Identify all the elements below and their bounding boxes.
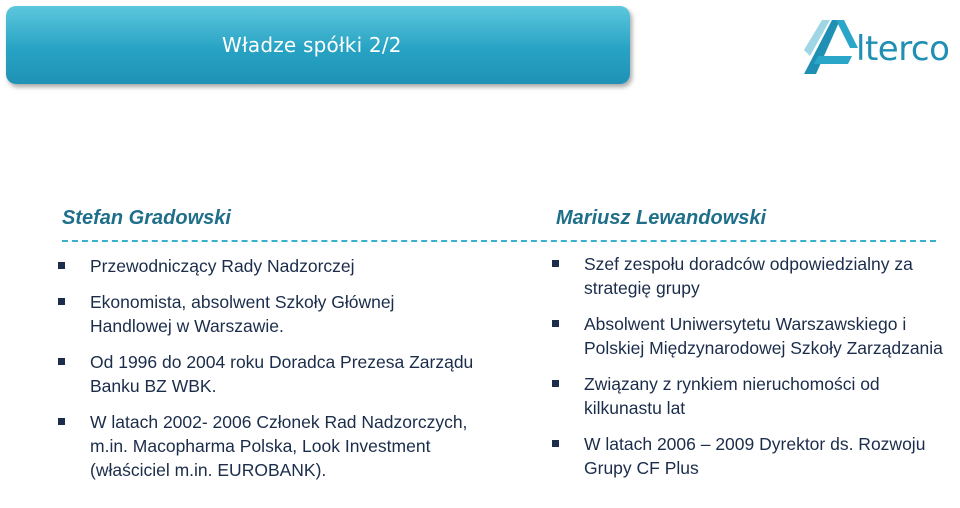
list-item (58, 350, 478, 398)
square-bullet-icon (58, 358, 65, 365)
square-bullet-icon (552, 440, 559, 447)
alterco-logo (800, 16, 956, 80)
person-name-right: Mariusz Lewandowski (556, 207, 767, 229)
list-item (552, 372, 960, 420)
list-item-text: Przewodniczący Rady Nadzorczej (90, 256, 355, 276)
list-item (58, 410, 478, 482)
list-item (552, 312, 960, 360)
list-item-text: Związany z rynkiem nieruchomości od kilkunastu lat (584, 374, 880, 418)
list-item-text: Absolwent Uniwersytetu Warszawskiego i Polskiej Międzynarodowej Szkoły Zarządzania (584, 314, 943, 358)
left-bullet-list (58, 254, 478, 494)
list-item (58, 254, 478, 278)
list-item-text: Szef zespołu doradców odpowiedzialny za strategię grupy (584, 254, 913, 298)
list-item (552, 432, 960, 480)
dashed-divider (62, 240, 936, 242)
list-item-text: W latach 2006 – 2009 Dyrektor ds. Rozwoju Grupy CF Plus (584, 434, 926, 478)
list-item (58, 290, 478, 338)
person-name-left: Stefan Gradowski (62, 207, 231, 229)
square-bullet-icon (552, 260, 559, 267)
list-item-text: W latach 2002- 2006 Członek Rad Nadzorczych, m.in. Macopharma Polska, Look Investment (właściciel m.in. EUROBANK). (90, 412, 468, 480)
slide-title: Władze spółki 2/2 (222, 33, 402, 57)
list-item-text: Ekonomista, absolwent Szkoły Głównej Handlowej w Warszawie. (90, 292, 395, 336)
square-bullet-icon (58, 298, 65, 305)
square-bullet-icon (552, 320, 559, 327)
logo-a-mark-icon (800, 16, 860, 80)
square-bullet-icon (58, 418, 65, 425)
logo-wordmark: lterco (856, 29, 950, 69)
square-bullet-icon (552, 380, 559, 387)
list-item-text: Od 1996 do 2004 roku Doradca Prezesa Zarządu Banku BZ WBK. (90, 352, 474, 396)
right-bullet-list (552, 252, 960, 492)
title-banner (6, 6, 630, 84)
square-bullet-icon (58, 262, 65, 269)
list-item (552, 252, 960, 300)
